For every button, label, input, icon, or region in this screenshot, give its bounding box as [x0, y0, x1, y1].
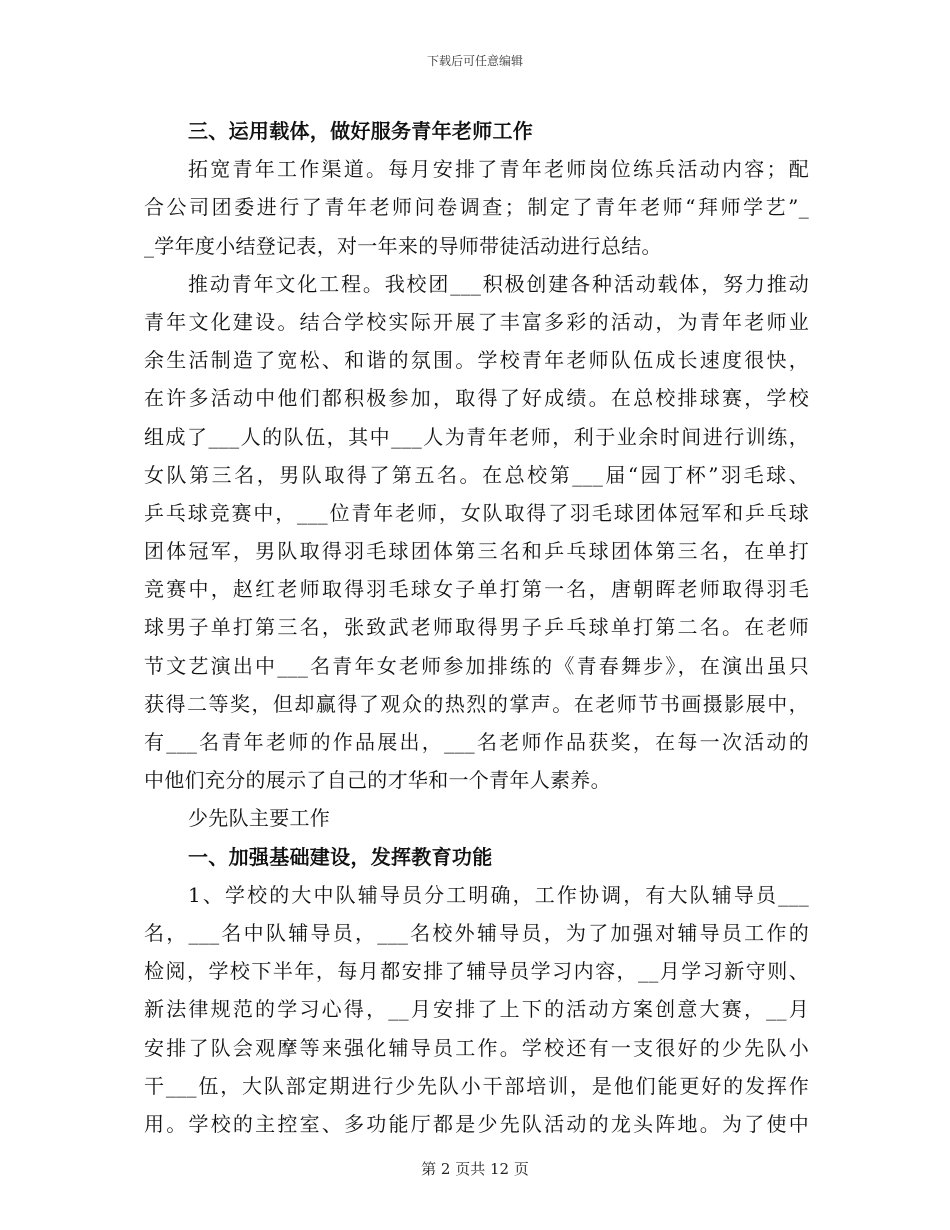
- text-line: 一、加强基础建设，发挥教育功能: [188, 844, 493, 869]
- text-line: 在许多活动中他们都积极参加，取得了好成绩。在总校排球赛，学校: [144, 386, 809, 411]
- text-line: 获得二等奖，但却赢得了观众的热烈的掌声。在老师节书画摄影展中，: [144, 691, 809, 716]
- text-line: 团体冠军，男队取得羽毛球团体第三名和乒乓球团体第三名，在单打: [144, 539, 809, 564]
- text-line: 女队第三名，男队取得了第五名。在总校第___届“园丁杯”羽毛球、: [144, 462, 809, 487]
- text-line: 余生活制造了宽松、和谐的氛围。学校青年老师队伍成长速度很快，: [144, 348, 809, 373]
- text-line: 少先队主要工作: [188, 806, 331, 831]
- text-line: 用。学校的主控室、多功能厅都是少先队活动的龙头阵地。为了使中: [144, 1111, 809, 1136]
- download-note: 下载后可任意编辑: [426, 54, 523, 68]
- text-line: 干___伍，大队部定期进行少先队小干部培训，是他们能更好的发挥作: [144, 1073, 809, 1098]
- page-number: 第 2 页共 12 页: [421, 1160, 529, 1178]
- text-line: 名，___名中队辅导员，___名校外辅导员，为了加强对辅导员工作的: [144, 920, 809, 945]
- text-line: 1、学校的大中队辅导员分工明确，工作协调，有大队辅导员___: [188, 882, 809, 907]
- text-line: 拓宽青年工作渠道。每月安排了青年老师岗位练兵活动内容；配: [188, 157, 809, 182]
- text-line: 竞赛中，赵红老师取得羽毛球女子单打第一名，唐朝晖老师取得羽毛: [144, 577, 809, 602]
- text-line: 节文艺演出中___名青年女老师参加排练的《青春舞步》，在演出虽只: [144, 653, 809, 678]
- text-line: 中他们充分的展示了自己的才华和一个青年人素养。: [144, 768, 611, 793]
- text-line: 合公司团委进行了青年老师问卷调查；制定了青年老师“拜师学艺”_: [144, 195, 809, 220]
- text-line: 推动青年文化工程。我校团___积极创建各种活动载体，努力推动: [188, 271, 809, 296]
- text-line: _学年度小结登记表，对一年来的导师带徒活动进行总结。: [144, 233, 662, 258]
- document-body: [144, 112, 809, 1143]
- text-line: 青年文化建设。结合学校实际开展了丰富多彩的活动，为青年老师业: [144, 309, 809, 334]
- text-line: 检阅，学校下半年，每月都安排了辅导员学习内容，__月学习新守则、: [144, 959, 809, 984]
- text-line: 组成了___人的队伍，其中___人为青年老师，利于业余时间进行训练，: [144, 424, 809, 449]
- text-line: 乒乓球竞赛中，___位青年老师，女队取得了羽毛球团体冠军和乒乓球: [144, 500, 809, 525]
- text-line: 三、运用载体，做好服务青年老师工作: [188, 119, 534, 143]
- text-line: 球男子单打第三名，张致武老师取得男子乒乓球单打第二名。在老师: [144, 615, 809, 640]
- text-line: 新法律规范的学习心得，__月安排了上下的活动方案创意大赛，__月: [144, 997, 809, 1022]
- text-line: 安排了队会观摩等来强化辅导员工作。学校还有一支很好的少先队小: [144, 1035, 809, 1060]
- text-line: 有___名青年老师的作品展出，___名老师作品获奖，在每一次活动的: [144, 730, 809, 754]
